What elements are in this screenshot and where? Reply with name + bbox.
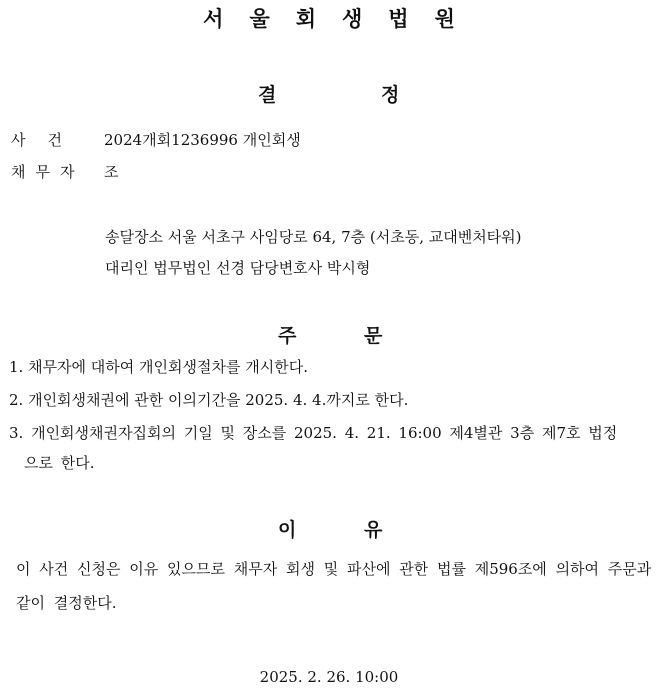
heading-reason-left: 이 [278, 519, 297, 541]
order-item [9, 423, 654, 473]
court-name: 서울회생법원 [203, 7, 481, 31]
debtor-label: 채무자 [11, 163, 85, 181]
heading-order-right: 문 [364, 325, 383, 347]
case-number: 2024개회1236996 개인회생 [104, 131, 301, 149]
heading-decision-right: 정 [381, 84, 400, 106]
legal-representative: 대리인 법무법인 선경 담당변호사 박시형 [105, 259, 371, 277]
order-item: 2. 개인회생채권에 관한 이의기간을 2025. 4. 4.까지로 한다. [9, 391, 409, 409]
reason-text: 이 사건 신청은 이유 있으므로 채무자 회생 및 파산에 관한 법률 제596조에 의하여 주문과 같이 결정한다. [16, 560, 652, 612]
debtor-name: 조 [104, 163, 119, 181]
heading-order-left: 주 [278, 325, 297, 347]
heading-reason-right: 유 [364, 519, 383, 541]
case-label: 사건 [11, 131, 84, 149]
delivery-address: 송달장소 서울 서초구 사임당로 64, 7층 (서초동, 교대벤처타워) [105, 228, 522, 246]
decision-datetime: 2025. 2. 26. 10:00 [259, 668, 399, 686]
order-item-continuation: 으로 한다. [24, 454, 95, 472]
heading-decision-left: 결 [258, 84, 277, 106]
order-item-line: 3. 개인회생채권자집회의 기일 및 장소를 2025. 4. 21. 16:00 제4별관 3층 제7호 법정 [9, 424, 618, 442]
order-item: 1. 채무자에 대하여 개인회생절차를 개시한다. [9, 358, 308, 376]
